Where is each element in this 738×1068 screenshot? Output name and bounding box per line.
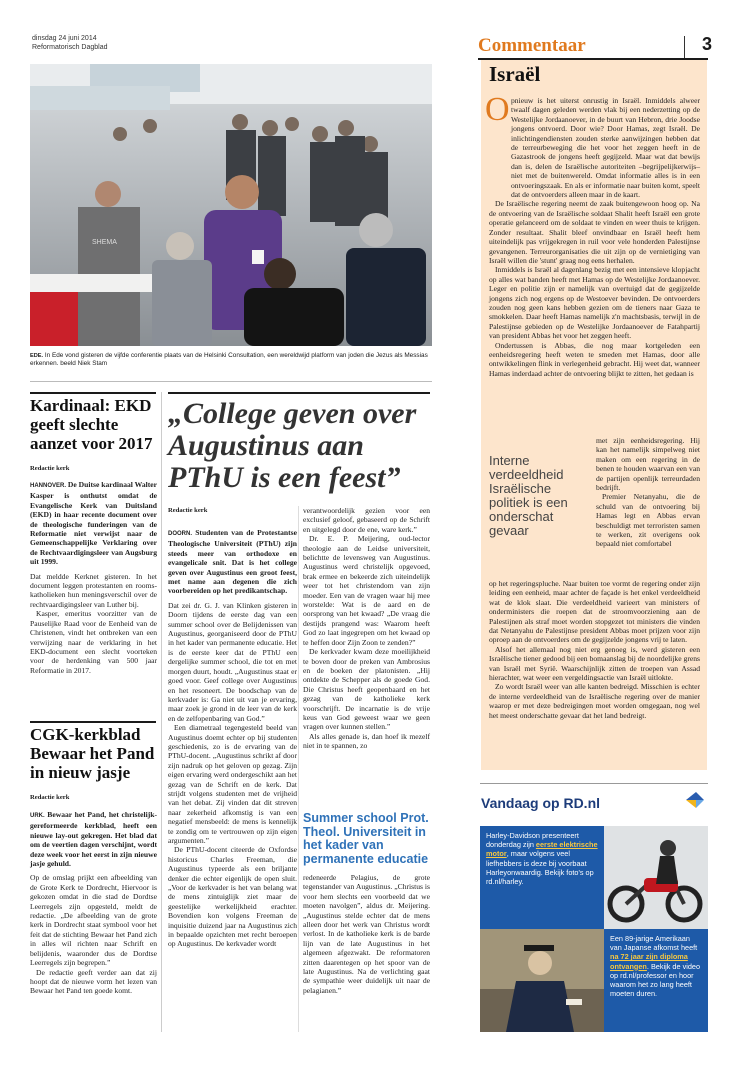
harley-text-2: , maar volgens veel liefhebbers is deze bij voorbaat Harleyonwaardig. Bekijk foto's op rd.nl/harley. (486, 849, 594, 887)
cgk-lead: Bewaar het Pand, het christelijk-gereformeerde kerkblad, heeft een nieuwe lay-out gekregen. Het blad dat om de veertien dagen verschijnt, wordt deze week voor het eerst in zijn nieuwe jasje gehuld. (30, 810, 157, 869)
kardinaal-headline: Kardinaal: EKD geeft slechte aanzet voor 2017 (30, 396, 153, 453)
article-rule (30, 392, 156, 394)
paper-name: Reformatorisch Dagblad (32, 44, 108, 51)
rd-logo-icon (684, 790, 706, 812)
vandaag-item-diploma[interactable] (604, 929, 708, 1032)
news-photo (30, 64, 432, 346)
cgk-byline: Redactie kerk (30, 794, 70, 801)
kardinaal-paragraph: Kasper, emeritus voorzitter van de Pauselijke Raad voor de Eenheid van de Christenen, vindt het ontbreken van een verwijzing naar de verklaring in het EKD-document een slecht voorteken voor de herdenking van 500 jaar Reformatie in 2017. (30, 609, 157, 675)
article-rule (30, 721, 156, 723)
kardinaal-paragraph: Dat meldde Kerknet gisteren. In het document leggen protestanten en rooms-katholieken hun meningsverschil over de rechtvaardigingsleer van Luther bij. (30, 571, 157, 609)
augustinus-paragraph: Als alles genade is, dan hoef ik mezelf niet in te spannen, zo (303, 731, 430, 751)
augustinus-column-2 (303, 506, 430, 751)
augustinus-paragraph: Dr. E. P. Meijering, oud-lector theologie aan de Leidse universiteit, belichtte de levensweg van Augustinus. Augustinus werd christelijk opgevoed, brak ermee en bekeerde zich uiteindelijk weer tot het christendom van zijn moeder. Een van de vragen waar hij mee worstelde: Wat is de aard en de oorsprong van het kwaad? „De vraag die destijds prangend was: Waarom heeft God zo laat ingegrepen om het kwaad op te heffen door Zijn Zoon te zenden?” (303, 534, 430, 647)
augustinus-dateline: DOORN. (168, 531, 192, 537)
commentaar-rule (478, 58, 708, 60)
cgk-article (30, 810, 157, 996)
augustinus-paragraph: verantwoordelijk gezien voor een exclusief geloof, gebaseerd op de Schrift en uitgelegd door de ene, ware kerk.” (303, 506, 430, 534)
caption-text: In Ede vond gisteren de vijfde conferentie plaats van de Helsinki Consultation, een wereldwijd platform van joden die Jezus als Messias erkennen. (30, 352, 428, 368)
summer-school-subhead: Summer school Prot. Theol. Universiteit in het kader van permanente educatie (303, 811, 429, 866)
photo-divider (30, 381, 432, 382)
vandaag-item-harley[interactable] (480, 826, 604, 929)
harley-link[interactable]: eerste elektrische motor (486, 840, 598, 859)
commentaar-paragraph: Zo wordt Israël weer van alle kanten bedreigd. Misschien is echter de interne verdeeldheid van de Israëlische regering over de manier waarop er met deze bedreigingen moet worden omgegaan, nog wel het meest onderschatte gevaar dat het land bedreigt. (489, 682, 700, 720)
header-date: dinsdag 24 juni 2014 Reformatorisch Dagblad (32, 35, 108, 51)
commentaar-paragraph: Alsof het allemaal nog niet erg genoeg is, werd gisteren een Israëlische tiener gedood bij een bomaanslag bij de noordelijke grens van Israël met Syrië. Waarschijnlijk zitten de troepen van Assad hierachter, wat weer een vergeldingsactie van Israël uitlokte. (489, 644, 700, 683)
cgk-headline: CGK-kerkblad Bewaar het Pand in nieuw jasje (30, 725, 155, 782)
article-rule (168, 392, 430, 394)
diploma-link[interactable]: na 72 jaar zijn diploma ontvangen (610, 952, 688, 971)
cgk-paragraph: Op de omslag prijkt een afbeelding van de Grote Kerk te Dordrecht, Hiervoor is gekozen omdat in die stad de Dordtse Leerregels zijn opgesteld, meldt de redactie. „De afbeelding van de grote kerk in Dordrecht staat symbool voor het feit dat de stichting Bewaar het Pand zich in alles wil richten naar Schrift en belijdenis, waaronder dus de Dordtse Leerregels zijn begrepen.” (30, 873, 157, 968)
diploma-text-2: . Bekijk de video op rd.nl/professor en hoor waarom het zo lang heeft moeten duren. (610, 961, 701, 999)
photo-caption (30, 352, 432, 369)
commentaar-paragraph: Premier Netanyahu, die de schuld van de ontvoering bij Hamas legt en Abbas ervan beschuldigt met terroristen samen te werken, zit overigens ook bepaald niet comfortabel (596, 492, 700, 549)
augustinus-lead: Studenten van de Protestantse Theologische Universiteit (PThU) zijn steeds meer van orthodoxe en evangelicale snit. Dat is het college geven over Augustinus een groot feest, met name aan degenen die zich voorbereiden op het predikantschap. (168, 528, 297, 596)
pull-quote: Interne verdeeldheid Israëlische politiek is een onderschat gevaar (489, 453, 568, 538)
augustinus-paragraph: redeneerde Pelagius, de grote tegenstander van Augustinus. „Christus is voor hem slechts een voorbeeld dat we moeten navolgen”, aldus dr. Meijering. „Augustinus stelde echter dat de mens alleen door het werk van Christus wordt verlost. In de katholieke kerk is de barde lijn van de late Augustinus in het algemeen afgezwakt. De reformatoren zitten daarentegen op het spoor van de late Augustinus. Na de verlichting gaat de sympathie weer duidelijk uit naar de pelagianen.” (303, 873, 430, 995)
column-divider (161, 392, 162, 1032)
kardinaal-lead: De Duitse kardinaal Walter Kasper is onthutst omdat de Evangelische Kerk van Duitsland (EKD) in haar recente document over de theologische funderingen van de Reformatie niet verwijst naar de Gemeenschappelijke Verklaring over de Rechtvaardigingsleer van Augsburg uit 1999. (30, 480, 158, 567)
augustinus-paragraph: De PThU-docent citeerde de Oxfordse historicus Charles Freeman, die Augustinus typeerde als een briljante denker die echter eigenlijk de open sluit. „Voor de kerkvader is het van belang wat de mens zintuiglijk ziet maar de geestelijke werkelijkheid erachter. Bovendien kon volgens Freeman de inquisitie duizend jaar na Augustinus zich in bepaalde opzichten met recht beroepen op Augustinus. De kerkvader wordt (168, 845, 297, 949)
photo-credit: beeld Niek Stam (60, 360, 108, 368)
commentaar-paragraph: Ondertussen is Abbas, die nog maar kortgeleden een eenheidsregering heeft weten te smeden met Hamas, door alle ontwikkelingen flink in verlegenheid gebracht. Hij weet dat, wanneer Hamas inderdaad achter de ontvoering blijkt te zitten, het gedaan is (489, 340, 700, 378)
cgk-dateline: URK. (30, 813, 45, 819)
column-divider (298, 506, 299, 1032)
augustinus-paragraph: Dat zei dr. G. J. van Klinken gisteren in Doorn tijdens de eerste dag van een summer school over de Belijdenissen van Augustinus, georganiseerd door de PThU in het kader van permanente educatie. Het is de eerste keer dat de PThU een dergelijke summer school, die tot en met morgen duurt, houdt. „Augustinus staat er goed voor. Geef college over Augustinus en het resoneert. De boodschap van de kerkvader is: Ga niet uit van je ervaring, maar zoek je grond in de leer van de kerk en de zelfopenbaring van God.” (168, 600, 297, 723)
commentaar-paragraph: met zijn eenheidsregering. Hij kan het namelijk simpelweg niet maken om een regering in de benen te houden waarvan een van de partijen openlijk terreurdaden bedrijft. (596, 436, 700, 493)
dropcap: O (485, 91, 510, 128)
kardinaal-byline: Redactie kerk (30, 465, 70, 472)
augustinus-column-1 (168, 528, 297, 949)
page-number: 3 (702, 34, 713, 54)
harley-photo[interactable] (604, 826, 708, 929)
kardinaal-article (30, 480, 157, 675)
augustinus-paragraph: De kerkvader kwam deze moeilijkheid te boven door de preken van Ambrosius en de boeken der platonisten. „Hij ontdekte de Schepper als de goede God. Die Christus heeft geopenbaard en het gezag van de katholieke kerk voorschrijft. De incarnatie is de vrije keus van God geweest waar we geen vragen over kunnen stellen.” (303, 647, 430, 732)
harley-text: Harley-Davidson presenteert donderdag zijn (486, 831, 579, 850)
commentaar-text (489, 96, 700, 378)
vandaag-rule (480, 783, 708, 784)
cgk-paragraph: De redactie geeft verder aan dat zij hoopt dat de nieuwe vorm het lezen van Bewaar het Pand ten goede komt. (30, 967, 157, 996)
commentaar-paragraph: pnieuw is het uiterst onrustig in Israël. Inmiddels alweer twaalf dagen geleden werden vlak bij een nederzetting op de Westelijke Jordaanoever, in de buurt van Hebron, drie Joodse jongens ontvoerd. Door wie? Door Hamas, zegt Israël. De inlichtingendiensten zouden sterke aanwijzingen hebben dat de terreurbeweging die het voor het zeggen heeft in de Gazastrook de jongens heeft gegijzeld. Maar wat dat bewijs dan is, delen de Israëlische autoriteiten –begrijpelijkerwijs– niet met de buitenwereld. Omdat informatie alles is in een ontvoeringszaak. En als er informatie naar buiten komt, speelt dat de ontvoerders alleen maar in de kaart. (511, 96, 700, 200)
shirt-text: SHEMA (92, 239, 117, 246)
commentaar-paragraph: Inmiddels is Israël al dagenlang bezig met een intensieve klopjacht op alles wat banden heeft met Hamas op de Westelijke Jordaanoever. Leger en politie zijn er namelijk van overtuigd dat de gegijzelde jongens zich nog ergens op de Westoever bevinden. De ontvoerders zouden nog geen kans hebben gezien om de tieners naar Gaza te smokkelen. Daar heeft Hamas namelijk z'n machtsbasis, terwijl in de Palestijnse gebieden op de Westelijke Jordaanoever de Fatahpartij van president Abbas het voor het zeggen heeft. (489, 265, 700, 341)
augustinus-paragraph: Een diametraal tegengesteld beeld van Augustinus doemt echter op bij studenten geschiedenis, zo is de ervaring van de PThU-docent. „Augustinus schrikt af door zijn nadruk op het geloven op gezag. Zijn eigen ervaring werd ondergeschikt aan het gezag van de Schrift en de kerk. Dat strijdt volgens studenten met de vrijheid van het debat. Zij vinden dat dit streven naar zekerheid afkomstig is van een negatief mensbeeld: de mens is kennelijk te zondig om te vertrouwen op zijn eigen argumenten.” (168, 723, 297, 845)
commentaar-paragraph: De Israëlische regering neemt de zaak buitengewoon hoog op. Na de ontvoering van de Israëlische soldaat Shalit heeft Israël een grote operatie gelanceerd om de soldaat te vinden en weer thuis te krijgen. Zonder resultaat. Shalit bleef onvindbaar en Israël heeft hem uiteindelijk pas vrijgekregen in ruil voor vele honderden Palestijnse gevangenen. Terreurorganisaties die uit zijn op de vernietiging van Israël willen die 'stunt' graag nog eens herhalen. (489, 199, 700, 265)
commentaar-paragraph: op het regeringspluche. Naar buiten toe vormt de regering onder zijn leiding een eenheid, maar achter de façade is het enkel verdeeldheid wat de klok slaat. Die verdeeldheid varieert van ministers of onderministers die roepen dat de stroomvoorziening aan de Palestijnen als straf moet worden stopgezet tot ministers die vinden dat Netanyahu de Palestijnse president Abbas moet prijzen voor zijn oproep aan de ontvoerders om de gegijzelde jongens vrij te laten. (489, 579, 700, 645)
kardinaal-dateline: HANNOVER. (30, 483, 67, 489)
augustinus-column-2b (303, 873, 430, 995)
header-divider (684, 36, 685, 60)
augustinus-headline: „College geven over Augustinus aan PThU is een feest” (168, 397, 417, 494)
augustinus-byline: Redactie kerk (168, 507, 208, 514)
diploma-text: Een 89-jarige Amerikaan van Japanse afkomst heeft (610, 934, 698, 953)
graduate-photo[interactable] (480, 929, 604, 1032)
commentaar-title: Israël (489, 62, 541, 86)
commentaar-text-2 (489, 579, 700, 720)
commentaar-narrow (596, 436, 700, 549)
section-title: Commentaar (478, 35, 586, 56)
caption-dateline: EDE. (30, 353, 44, 359)
vandaag-title[interactable]: Vandaag op RD.nl (481, 795, 601, 811)
